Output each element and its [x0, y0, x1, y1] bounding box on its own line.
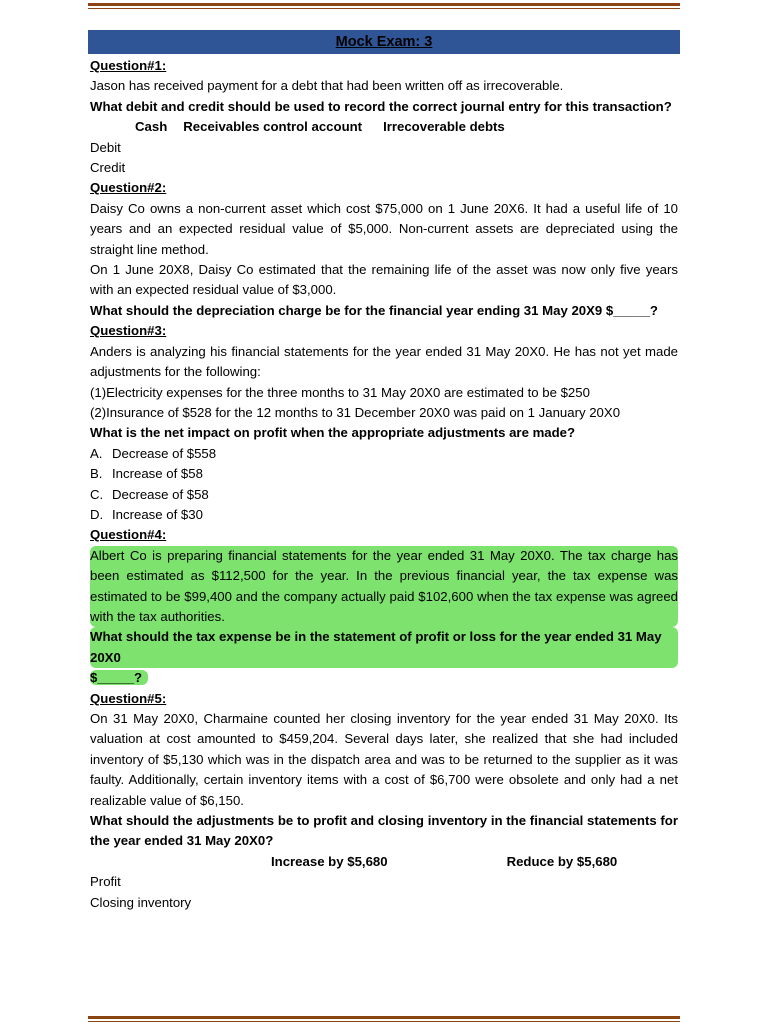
option-d: [90, 505, 678, 525]
question-4-answer-line: [90, 668, 678, 688]
question-5-heading: Question#5:: [90, 690, 167, 706]
question-3-heading: Question#3:: [90, 323, 167, 339]
question-4-prompt: What should the tax expense be in the statement of profit or loss for the year ended 31 May 20X0: [90, 627, 678, 668]
option-text: Decrease of $558: [112, 445, 217, 461]
question-2-prompt: What should the depreciation charge be for the financial year ending 31 May 20X9 $_____?: [90, 302, 658, 318]
row-profit: Profit: [90, 874, 121, 890]
bottom-divider: [88, 1016, 680, 1022]
question-1-column-headers: [90, 117, 678, 137]
question-5-text: On 31 May 20X0, Charmaine counted her closing inventory for the year ended 31 May 20X0. Its valuation at cost amounted to $459,204. Several days later, she realized that she had included inventory of $5,130 which was in the dispatch area and was to be returned to the supplier as it was faulty. Additionally, certain inventory items with a cost of $6,700 were obsolete and only had a net realizable value of $6,150.: [90, 711, 678, 808]
option-c: [90, 485, 678, 505]
option-letter: A.: [90, 445, 103, 461]
column-increase: Increase by $5,680: [271, 853, 388, 869]
exam-title: Mock Exam: 3: [335, 34, 433, 50]
question-3-item-1: (1)Electricity expenses for the three months to 31 May 20X0 are estimated to be $250: [90, 384, 590, 400]
option-b: [90, 464, 678, 484]
question-1-heading: Question#1:: [90, 58, 167, 73]
question-2-text-1: Daisy Co owns a non-current asset which cost $75,000 on 1 June 20X6. It had a useful life of 10 years and an expected residual value of $5,000. Non-current assets are depreciated using the straight line method.: [90, 200, 678, 257]
question-1-prompt: What debit and credit should be used to record the correct journal entry for this transaction?: [90, 98, 672, 114]
question-4-answer-blank: $_____?: [90, 670, 148, 685]
question-2-text-2: On 1 June 20X8, Daisy Co estimated that the remaining life of the asset was now only five years with an expected residual value of $3,000.: [90, 262, 678, 298]
option-letter: D.: [90, 506, 104, 522]
question-3-text: Anders is analyzing his financial statements for the year ended 31 May 20X0. He has not yet made adjustments for the following:: [90, 343, 678, 380]
question-4-text: Albert Co is preparing financial statements for the year ended 31 May 20X0. The tax charge has been estimated as $112,500 for the year. In the previous financial year, the tax expense was estimated to be $99,400 and the company actually paid $102,600 when the tax expense was agreed with the tax authorities.: [90, 546, 678, 628]
option-text: Decrease of $58: [112, 486, 209, 502]
question-4-heading: Question#4:: [90, 527, 167, 543]
option-text: Increase of $30: [112, 506, 203, 522]
exam-title-bar: [88, 30, 680, 54]
option-letter: B.: [90, 466, 103, 482]
question-2-heading: Question#2:: [90, 180, 167, 196]
row-credit: Credit: [90, 160, 126, 176]
column-receivables: Receivables control account: [183, 119, 363, 135]
top-divider: [88, 3, 680, 9]
row-closing-inventory: Closing inventory: [90, 894, 192, 910]
question-3-item-2: (2)Insurance of $528 for the 12 months to 31 December 20X0 was paid on 1 January 20X0: [90, 404, 621, 420]
question-5-prompt: What should the adjustments be to profit and closing inventory in the financial statements for the year ended 31 May 20X0?: [90, 813, 678, 849]
column-irrecoverable: Irrecoverable debts: [383, 119, 505, 135]
question-1-text: Jason has received payment for a debt that had been written off as irrecoverable.: [90, 78, 564, 94]
question-3-prompt: What is the net impact on profit when the appropriate adjustments are made?: [90, 425, 576, 441]
column-cash: Cash: [135, 119, 168, 135]
option-text: Increase of $58: [112, 466, 203, 482]
option-letter: C.: [90, 486, 104, 502]
option-a: [90, 444, 678, 464]
exam-content: [90, 56, 678, 913]
column-reduce: Reduce by $5,680: [506, 853, 618, 869]
row-debit: Debit: [90, 139, 121, 155]
question-5-column-headers: [90, 852, 678, 872]
